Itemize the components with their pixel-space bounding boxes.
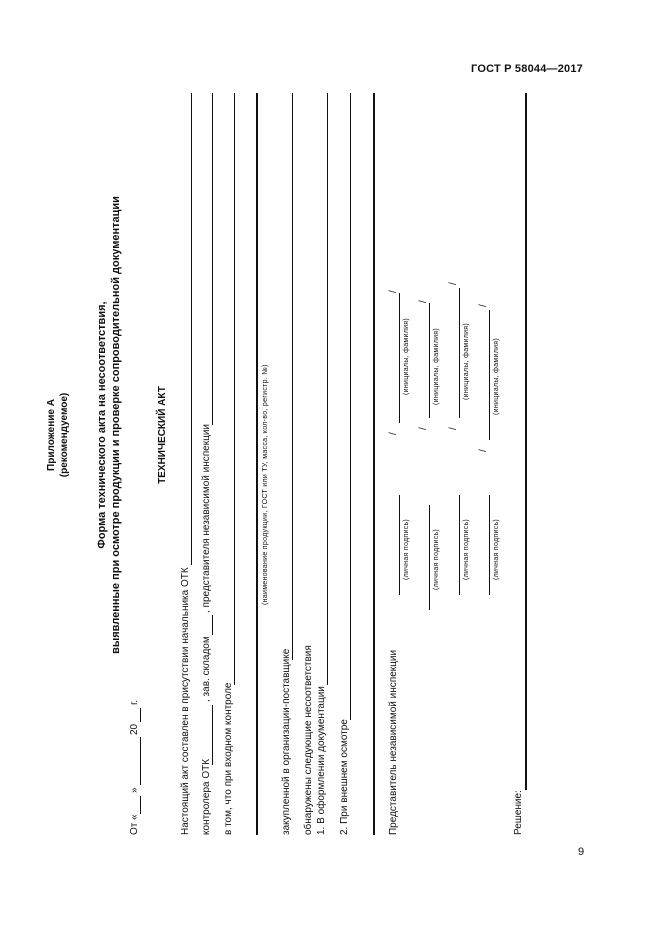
item2-label: 2. При внешнем осмотре: [339, 719, 350, 835]
signature-caption-4: (личная подпись): [493, 518, 500, 580]
controller-label: контролера ОТК: [201, 758, 212, 835]
product-caption: (наименование продукции, ГОСТ или ТУ, масса, кол-во, регистр. №): [262, 364, 269, 605]
controller-line: [212, 705, 213, 765]
initials-line-1: [399, 293, 400, 423]
slash-3b: /: [448, 282, 459, 285]
initials-caption-1: (инициалы, фамилия): [403, 317, 410, 395]
independent-rep-label: , представителя независимой инспекции: [201, 423, 212, 613]
date-prefix: От «: [129, 814, 140, 835]
presence-line: [191, 93, 192, 565]
slash-2a: /: [418, 427, 429, 430]
item1-line: [327, 93, 328, 685]
signature-caption-1: (личная подпись): [403, 518, 410, 580]
signature-caption-3: (личная подпись): [463, 518, 470, 580]
appendix-status: (рекомендуемое): [59, 392, 70, 478]
warehouse-label: , зав. складом: [201, 636, 212, 702]
slash-4a: /: [478, 449, 489, 452]
initials-line-3: [459, 288, 460, 418]
purchased-line: [292, 93, 293, 660]
initials-caption-3: (инициалы, фамилия): [463, 322, 470, 400]
decision-line: [525, 93, 527, 790]
date-year-line: [140, 708, 141, 722]
signature-caption-2: (личная подпись): [433, 528, 440, 590]
slash-2b: /: [418, 300, 429, 303]
date-quote: »: [129, 787, 140, 793]
presence-text: Настоящий акт составлен в присутствии начальника ОТК: [180, 567, 191, 835]
signature-line-2: [429, 505, 430, 610]
slash-4b: /: [478, 304, 489, 307]
initials-line-4: [489, 310, 490, 440]
slash-1b: /: [388, 290, 399, 293]
initials-line-2: [429, 303, 430, 418]
incoming-control-line: [234, 93, 235, 685]
incoming-control-label: в том, что при входном контроле: [223, 682, 234, 835]
form-title-line1: Форма технического акта на несоответствия,: [96, 301, 108, 549]
signature-line-4: [489, 495, 490, 595]
act-heading: ТЕХНИЧЕСКИЙ АКТ: [157, 386, 168, 484]
found-label: обнаружены следующие несоответствия: [303, 645, 314, 835]
warehouse-line: [212, 615, 213, 635]
product-line: [256, 93, 258, 835]
date-year-prefix: 20: [129, 723, 140, 735]
initials-caption-4: (инициалы, фамилия): [493, 337, 500, 415]
signature-line-3: [459, 495, 460, 595]
independent-rep-line: [212, 93, 213, 425]
item2-line: [350, 93, 351, 720]
signature-line-1: [399, 495, 400, 595]
separator-line: [373, 93, 375, 835]
date-day-line: [140, 796, 141, 814]
slash-1a: /: [388, 432, 399, 435]
decision-label: Решение:: [513, 790, 524, 835]
slash-3a: /: [448, 427, 459, 430]
appendix-title: Приложение А: [46, 399, 57, 471]
date-suffix: г.: [129, 699, 140, 705]
initials-caption-2: (инициалы, фамилия): [433, 327, 440, 405]
item1-label: 1. В оформлении документации: [316, 686, 327, 835]
purchased-label: закупленной в организации-поставщике: [281, 648, 292, 835]
page-number: 9: [578, 846, 585, 858]
rep-label: Представитель независимой инспекции: [388, 649, 399, 835]
standard-number: ГОСТ Р 58044—2017: [471, 63, 583, 75]
date-month-line: [140, 737, 141, 785]
form-title-line2: выявленные при осмотре продукции и проверке сопроводительной документации: [110, 196, 122, 654]
